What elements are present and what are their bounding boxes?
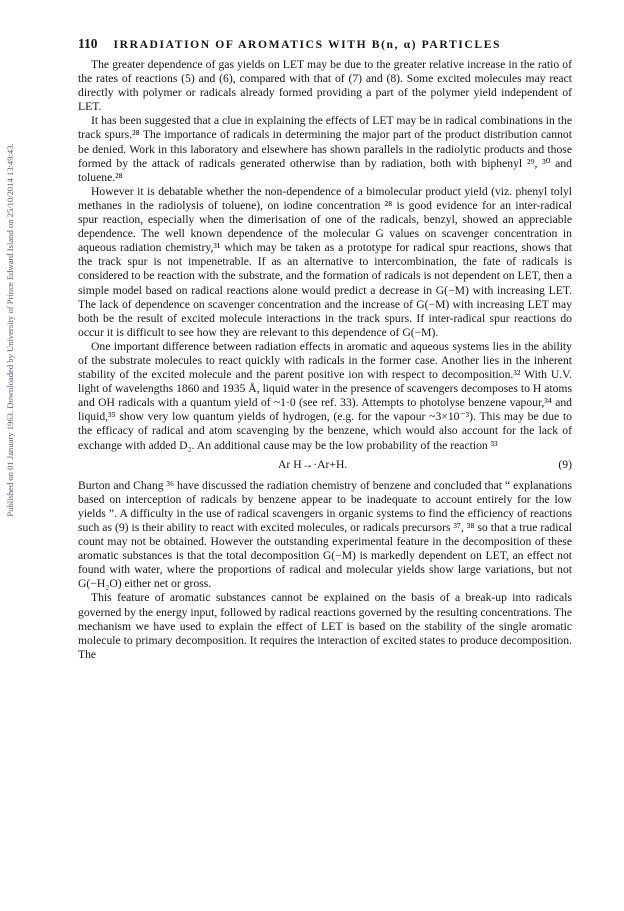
paragraph: Burton and Chang ³⁶ have discussed the radiation chemistry of benzene and concluded that “ explanations based on interception of radicals by benzene appear to be inadequate to account entirely for the low yields ”. A difficulty in the use of radical scavengers in organic systems to find the efficiency of reactions such as (9) is their ability to react with excited molecules, or radicals precursors ³⁷, ³⁸ so that a true radical count may not be obtained. However the outstanding experimental feature in the decomposition of these aromatic substances is that the total decomposition G(−M) is markedly dependent on LET, an effect not found with water, where the proportions of radical and molecular yields show large variations, but not G(−H₂O) either net or gross. xyxy=(78,478,572,591)
equation-text: Ar H→·Ar+H. xyxy=(278,457,348,471)
running-title: IRRADIATION OF AROMATICS WITH B(n, α) PARTICLES xyxy=(113,38,502,51)
page-number: 110 xyxy=(78,36,98,51)
paragraph: This feature of aromatic substances cannot be explained on the basis of a break-up into radicals governed by the energy input, followed by radical reactions governed by the resulting concentrations. The mechanism we have used to explain the effect of LET is based on the stability of the single aromatic molecule to primary decomposition. It requires the interaction of excited states to produce decomposition. The xyxy=(78,591,572,661)
body-text xyxy=(78,58,572,662)
running-header xyxy=(78,36,572,58)
paragraph: It has been suggested that a clue in explaining the effects of LET may be in radical combinations in the track spurs.²⁸ The importance of radicals in determining the major part of the product distribution cannot be denied. Work in this laboratory and elsewhere has shown parallels in the radiolytic products and those formed by the attack of radicals generated otherwise than by radiation, both with biphenyl ²⁹, ³⁰ and toluene.²⁸ xyxy=(78,114,572,184)
download-watermark xyxy=(3,60,17,600)
page xyxy=(78,36,572,662)
download-watermark-text: Published on 01 January 1963. Downloaded by University of Prince Edward Island on 25/10/2014 13:49:43. xyxy=(5,143,15,517)
equation-9 xyxy=(78,458,572,472)
paragraph: The greater dependence of gas yields on LET may be due to the greater relative increase in the ratio of the rates of reactions (5) and (6), compared with that of (7) and (8). Some excited molecules may react directly with polymer or radicals already formed providing a part of the polymer yield independent of LET. xyxy=(78,58,572,114)
paragraph: However it is debatable whether the non-dependence of a bimolecular product yield (viz. phenyl tolyl methanes in the radiolysis of toluene), on iodine concentration ²⁸ is good evidence for an inter-radical spur reaction, especially when the dimerisation of one of the radicals, benzyl, showed an appreciable dependence. The well known dependence of the molecular G values on scavenger concentration in aqueous radiation chemistry,³¹ which may be taken as a prototype for radical spur reactions, shows that the track spur is not impenetrable. If as an alternative to intercombination, the fate of radicals is considered to be reaction with the substrate, and the formation of radicals is not dependent on LET, then a simple model based on radical reactions alone would predict a decrease in G(−M) with increasing LET. The lack of dependence on scavenger concentration and the increase of G(−M) with increasing LET may both be the result of excited molecule interactions in the track spurs. If inter-radical spur reactions do occur it is difficult to see how they are relevant to this dependence of G(−M). xyxy=(78,184,572,339)
paragraph: One important difference between radiation effects in aromatic and aqueous systems lies in the ability of the substrate molecules to react quickly with radicals in the former case. Another lies in the inherent stability of the excited molecule and the parent positive ion with respect to decomposition.³² With U.V. light of wavelengths 1860 and 1935 Å, liquid water in the presence of scavengers decomposes to H atoms and OH radicals with a quantum yield of ~1·0 (see ref. 33). Attempts to photolyse benzene vapour,³⁴ and liquid,³⁵ show very low quantum yields of hydrogen, (e.g. for the vapour ~3×10⁻³). This may be due to the efficacy of radical and atom scavenging by the benzene, which would also account for the lack of exchange with added D₂. An additional cause may be the low probability of the reaction ³³ xyxy=(78,339,572,452)
equation-number: (9) xyxy=(558,457,572,471)
